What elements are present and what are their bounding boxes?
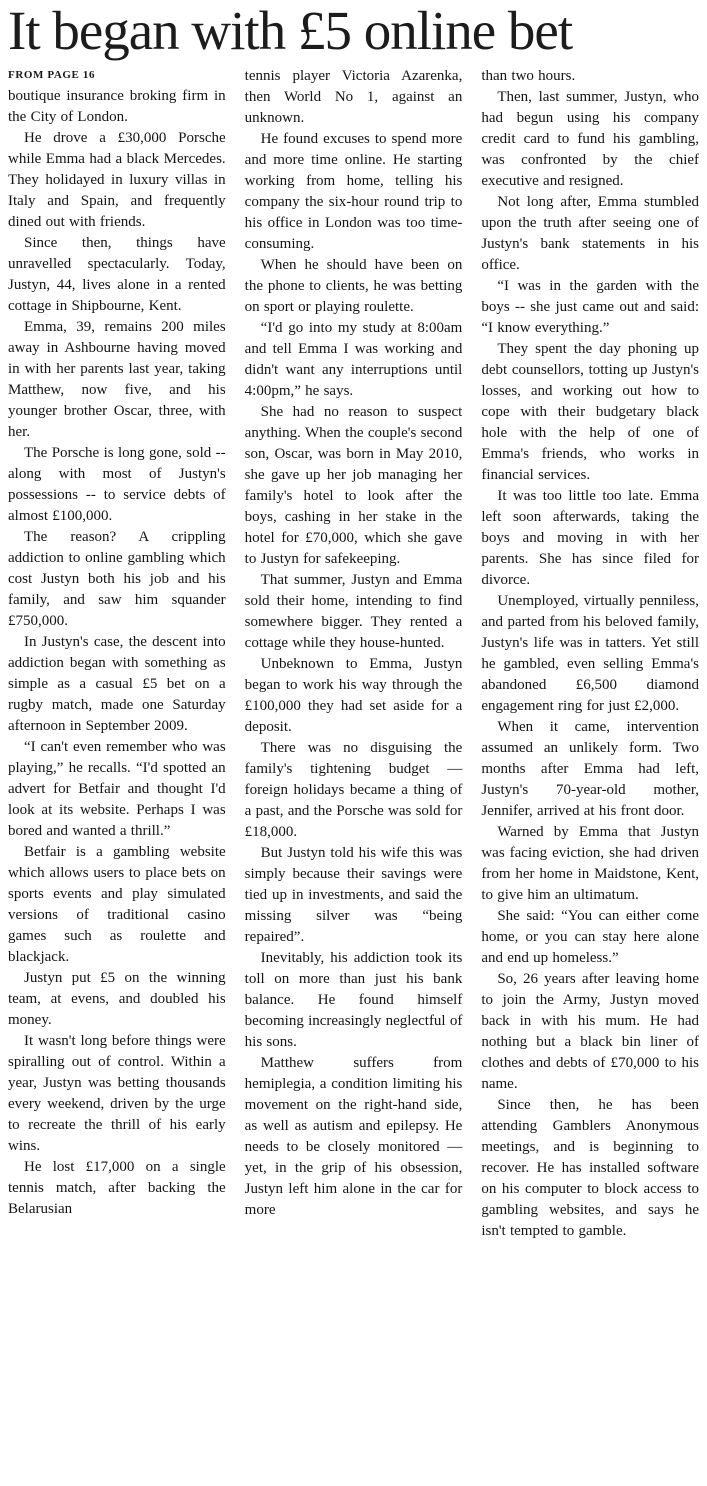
column-3 <box>481 66 699 1242</box>
paragraph: So, 26 years after leaving home to join the Army, Justyn moved back in with his mum. He had nothing but a black bin liner of clothes and debts of £70,000 to his name. <box>481 970 700 1092</box>
paragraph: Not long after, Emma stumbled upon the truth after seeing one of Justyn's bank statements in his office. <box>481 193 700 273</box>
paragraph: Betfair is a gambling website which allows users to place bets on sports events and play simulated versions of traditional casino games such as roulette and blackjack. <box>8 844 226 966</box>
paragraph: He drove a £30,000 Porsche while Emma had a black Mercedes. They holidayed in luxury villas in Italy and Spain, and frequently dined out with friends. <box>8 130 226 231</box>
paragraph: Emma, 39, remains 200 miles away in Ashbourne having moved in with her parents last year, taking Matthew, now five, and his younger brother Oscar, three, with her. <box>8 319 226 441</box>
paragraph: Unbeknown to Emma, Justyn began to work his way through the £100,000 they had set aside for a deposit. <box>244 655 463 735</box>
paragraph: than two hours. <box>481 67 576 84</box>
paragraph: Warned by Emma that Justyn was facing eviction, she had driven from her home in Maidstone, Kent, to give him an ultimatum. <box>481 823 700 903</box>
paragraph: “I can't even remember who was playing,” he recalls. “I'd spotted an advert for Betfair and thought I'd look at its website. Perhaps I was bored and wanted a thrill.” <box>8 739 226 840</box>
article-body <box>8 66 699 1242</box>
paragraph: Since then, things have unravelled spectacularly. Today, Justyn, 44, lives alone in a rented cottage in Shipbourne, Kent. <box>8 235 226 315</box>
paragraph: He lost £17,000 on a single tennis match, after backing the Belarusian <box>8 1159 226 1218</box>
column-1-paragraphs <box>8 86 226 1220</box>
paragraph: “I was in the garden with the boys -- she just came out and said: “I know everything.” <box>481 277 700 336</box>
kicker-from-page: FROM PAGE 16 <box>8 68 96 81</box>
paragraph: Inevitably, his addiction took its toll on more than just his bank balance. He found himself becoming increasingly neglectful of his sons. <box>244 949 463 1050</box>
paragraph: He found excuses to spend more and more time online. He starting working from home, telling his company the six-hour round trip to his office in London was too time-consuming. <box>244 130 463 252</box>
headline: It began with £5 online bet <box>8 0 573 61</box>
paragraph: In Justyn's case, the descent into addiction began with something as simple as a casual £5 bet on a rugby match, made one Saturday afternoon in September 2009. <box>8 634 226 735</box>
paragraph: When he should have been on the phone to clients, he was betting on sport or playing roulette. <box>244 256 463 315</box>
paragraph: Justyn put £5 on the winning team, at evens, and doubled his money. <box>8 970 226 1029</box>
paragraph: Matthew suffers from hemiplegia, a condition limiting his movement on the right-hand side, as well as autism and epilepsy. He needs to be closely monitored — yet, in the grip of his obsession, Justyn left him alone in the car for more <box>244 1054 463 1218</box>
paragraph: The Porsche is long gone, sold -- along with most of Justyn's possessions -- to service debts of almost £100,000. <box>8 445 226 525</box>
paragraph: There was no disguising the family's tightening budget — foreign holidays became a thing of a past, and the Porsche was sold for £18,000. <box>244 739 463 840</box>
column-1 <box>8 66 226 1220</box>
column-2-paragraphs <box>245 66 463 1221</box>
paragraph: They spent the day phoning up debt counsellors, totting up Justyn's losses, and working out how to cope with their budgetary black hole with the help of one of Emma's friends, who works in financial services. <box>481 340 700 483</box>
paragraph: tennis player Victoria Azarenka, then World No 1, against an unknown. <box>244 67 463 126</box>
paragraph: “I'd go into my study at 8:00am and tell Emma I was working and didn't want any interruptions until 4:00pm,” he says. <box>244 319 463 399</box>
paragraph: boutique insurance broking firm in the City of London. <box>8 88 226 126</box>
paragraph: She said: “You can either come home, or you can stay here alone and end up homeless.” <box>481 907 700 966</box>
paragraph: When it came, intervention assumed an unlikely form. Two months after Emma had left, Justyn's 70-year-old mother, Jennifer, arrived at his front door. <box>481 718 700 819</box>
paragraph: Since then, he has been attending Gamblers Anonymous meetings, and is beginning to recover. He has installed software on his computer to block access to gambling websites, and says he isn't tempted to gamble. <box>481 1096 700 1239</box>
paragraph: Unemployed, virtually penniless, and parted from his beloved family, Justyn's life was in tatters. Yet still he gambled, even selling Emma's abandoned £6,500 diamond engagement ring for just £2,000. <box>481 592 700 714</box>
column-2 <box>245 66 463 1221</box>
paragraph: That summer, Justyn and Emma sold their home, intending to find somewhere bigger. They rented a cottage while they house-hunted. <box>244 571 463 651</box>
paragraph: It wasn't long before things were spiralling out of control. Within a year, Justyn was betting thousands every weekend, driven by the urge to recreate the thrill of his early wins. <box>8 1033 226 1155</box>
paragraph: The reason? A crippling addiction to online gambling which cost Justyn both his job and his family, and saw him squander £750,000. <box>8 529 226 630</box>
paragraph: It was too little too late. Emma left soon afterwards, taking the boys and moving in with her parents. She has since filed for divorce. <box>481 487 700 588</box>
paragraph: She had no reason to suspect anything. When the couple's second son, Oscar, was born in May 2010, she gave up her job managing her family's hotel to look after the boys, cashing in her stake in the hotel for £70,000, which she gave to Justyn for safekeeping. <box>244 403 463 567</box>
paragraph: Then, last summer, Justyn, who had begun using his company credit card to fund his gambling, was confronted by the chief executive and resigned. <box>481 88 700 189</box>
column-3-paragraphs <box>481 66 699 1242</box>
paragraph: But Justyn told his wife this was simply because their savings were tied up in investments, and said the missing silver was “being repaired”. <box>244 844 463 945</box>
